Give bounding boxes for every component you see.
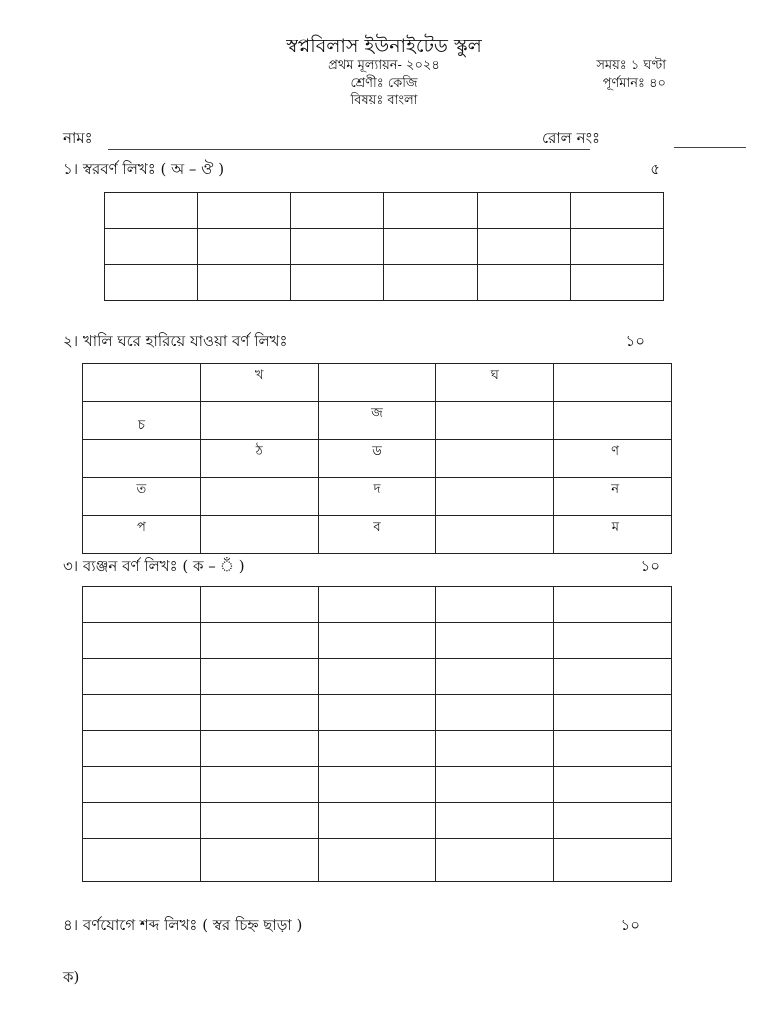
answer-cell — [436, 695, 554, 731]
answer-cell — [436, 587, 554, 623]
answer-cell — [436, 731, 554, 767]
table-row — [83, 731, 672, 767]
roll-label: রোল নংঃ — [542, 129, 601, 147]
letter-cell: ব — [318, 516, 436, 554]
consonant-table — [82, 586, 672, 882]
table-row — [83, 587, 672, 623]
answer-cell — [554, 731, 672, 767]
answer-cell — [83, 695, 201, 731]
answer-cell — [200, 695, 318, 731]
letter-cell: ম — [554, 516, 672, 554]
table-row — [83, 767, 672, 803]
question-4-part-a: ক) — [63, 968, 80, 986]
letter-cell — [200, 516, 318, 554]
question-1-marks: ৫ — [650, 160, 660, 178]
letter-cell: ঠ — [200, 440, 318, 478]
answer-cell — [384, 229, 477, 265]
answer-cell — [291, 265, 384, 301]
table-row — [83, 695, 672, 731]
answer-cell — [436, 623, 554, 659]
answer-cell — [554, 587, 672, 623]
question-3: ৩। ব্যঞ্জন বর্ণ লিখঃ ( ক – ঁ ) — [63, 557, 245, 575]
answer-cell — [318, 767, 436, 803]
answer-cell — [198, 193, 291, 229]
answer-cell — [436, 659, 554, 695]
letter-cell: ন — [554, 478, 672, 516]
letter-cell: ত — [83, 478, 201, 516]
table-row — [83, 402, 672, 440]
vowel-table — [104, 192, 664, 301]
answer-cell — [570, 193, 663, 229]
school-name: স্বপ্নবিলাস ইউনাইটেড স্কুল — [286, 35, 482, 57]
letter-cell — [554, 364, 672, 402]
answer-cell — [318, 587, 436, 623]
answer-cell — [570, 229, 663, 265]
letter-cell: ণ — [554, 440, 672, 478]
question-4: ৪। বর্ণযোগে শব্দ লিখঃ ( স্বর চিহ্ন ছাড়া ) — [63, 916, 303, 934]
table-row — [105, 229, 664, 265]
answer-cell — [436, 803, 554, 839]
letter-cell: ড — [318, 440, 436, 478]
answer-cell — [83, 659, 201, 695]
table-row — [83, 516, 672, 554]
full-marks-label: পূর্ণমানঃ ৪০ — [602, 76, 666, 91]
answer-cell — [200, 659, 318, 695]
answer-cell — [200, 587, 318, 623]
answer-cell — [554, 659, 672, 695]
table-row — [83, 659, 672, 695]
table-row — [83, 364, 672, 402]
answer-cell — [554, 623, 672, 659]
answer-cell — [554, 695, 672, 731]
answer-cell — [554, 767, 672, 803]
answer-cell — [198, 265, 291, 301]
letter-cell: দ — [318, 478, 436, 516]
letter-cell — [83, 364, 201, 402]
table-row — [83, 623, 672, 659]
answer-cell — [198, 229, 291, 265]
answer-cell — [554, 839, 672, 882]
letter-cell: ঘ — [436, 364, 554, 402]
letter-cell — [436, 478, 554, 516]
table-row — [105, 265, 664, 301]
letter-cell: খ — [200, 364, 318, 402]
question-2-marks: ১০ — [625, 332, 645, 350]
table-row — [105, 193, 664, 229]
letter-cell — [554, 402, 672, 440]
letter-cell: জ — [318, 402, 436, 440]
letter-cell — [200, 478, 318, 516]
answer-cell — [83, 623, 201, 659]
time-label: সময়ঃ ১ ঘণ্টা — [596, 58, 666, 73]
table-row — [83, 803, 672, 839]
roll-underline — [674, 147, 746, 148]
name-label: নামঃ — [63, 129, 93, 147]
letter-cell — [318, 364, 436, 402]
letter-cell — [200, 402, 318, 440]
answer-cell — [384, 265, 477, 301]
answer-cell — [291, 193, 384, 229]
answer-cell — [200, 803, 318, 839]
answer-cell — [318, 803, 436, 839]
table-row — [83, 478, 672, 516]
letter-cell — [436, 440, 554, 478]
name-underline — [108, 149, 590, 150]
table-row — [83, 440, 672, 478]
answer-cell — [291, 229, 384, 265]
answer-cell — [436, 839, 554, 882]
question-3-marks: ১০ — [640, 557, 660, 575]
answer-cell — [200, 623, 318, 659]
answer-cell — [105, 265, 198, 301]
question-4-marks: ১০ — [620, 916, 640, 934]
answer-cell — [318, 695, 436, 731]
answer-cell — [477, 193, 570, 229]
answer-cell — [200, 767, 318, 803]
table-row — [83, 839, 672, 882]
answer-cell — [477, 265, 570, 301]
letter-cell — [436, 402, 554, 440]
answer-cell — [318, 659, 436, 695]
answer-cell — [554, 803, 672, 839]
answer-cell — [318, 839, 436, 882]
answer-cell — [477, 229, 570, 265]
answer-cell — [105, 229, 198, 265]
subject-label: বিষয়ঃ বাংলা — [350, 93, 418, 108]
letter-cell — [436, 516, 554, 554]
answer-cell — [436, 767, 554, 803]
class-label: শ্রেণীঃ কেজি — [350, 76, 418, 91]
answer-cell — [83, 803, 201, 839]
answer-cell — [83, 839, 201, 882]
answer-cell — [384, 193, 477, 229]
answer-cell — [83, 767, 201, 803]
question-2: ২। খালি ঘরে হারিয়ে যাওয়া বর্ণ লিখঃ — [63, 332, 288, 350]
exam-title: প্রথম মূল্যায়ন- ২০২৪ — [328, 58, 440, 73]
letter-cell — [83, 440, 201, 478]
answer-cell — [200, 731, 318, 767]
missing-letter-table — [82, 363, 672, 554]
answer-cell — [318, 731, 436, 767]
answer-cell — [318, 623, 436, 659]
letter-cell: প — [83, 516, 201, 554]
answer-cell — [105, 193, 198, 229]
letter-cell: চ — [83, 402, 201, 440]
answer-cell — [570, 265, 663, 301]
answer-cell — [83, 587, 201, 623]
question-1: ১। স্বরবর্ণ লিখঃ ( অ – ঔ ) — [63, 160, 225, 178]
answer-cell — [83, 731, 201, 767]
answer-cell — [200, 839, 318, 882]
